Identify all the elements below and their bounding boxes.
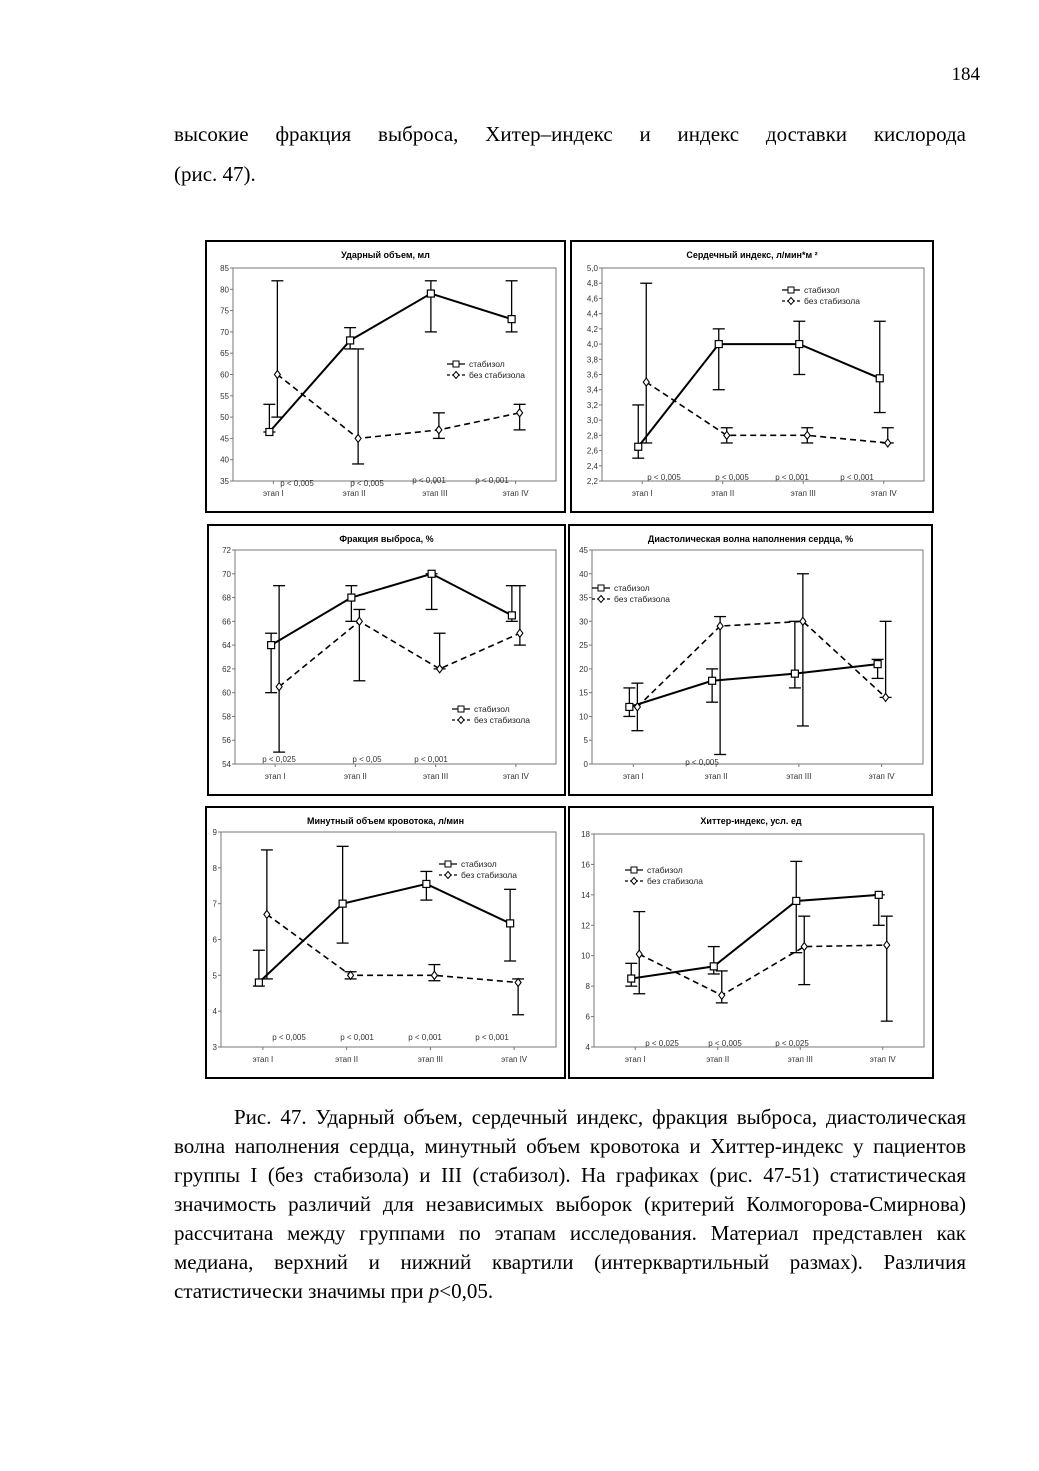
y-tick-label: 5 [212,971,217,981]
series-line-stab [631,895,879,979]
x-tick-label: этап IV [501,1055,528,1064]
point-stab [255,979,262,986]
point-nostab [643,378,649,386]
y-tick-label: 3,6 [586,370,598,380]
x-tick-label: этап II [706,1055,730,1064]
point-nostab [274,371,280,379]
point-stab [508,316,515,323]
y-tick-label: 18 [581,830,590,839]
point-nostab [436,426,442,434]
chart-panel-stroke-volume [205,240,566,513]
legend-label: без стабизола [647,876,703,886]
point-nostab [636,950,642,958]
legend-label: без стабизола [469,370,525,380]
point-stab [508,612,515,619]
y-tick-label: 20 [579,664,588,674]
y-tick-label: 8 [585,982,590,992]
p-value-label: p < 0,001 [840,473,874,482]
legend-marker-nostab [788,298,794,305]
intro-text-line1: высокие фракция выброса, Хитер–индекс и индекс доставки кислорода [174,122,966,146]
y-tick-label: 50 [220,413,229,423]
point-nostab [355,434,361,442]
chart-svg [207,242,564,511]
y-tick-label: 5 [583,736,588,746]
y-tick-label: 65 [220,349,229,359]
y-tick-label: 2,2 [586,477,598,486]
x-tick-label: этап III [787,1055,813,1064]
x-tick-label: этап I [623,772,644,781]
point-nostab [517,629,523,637]
y-tick-label: 25 [579,641,588,651]
legend-marker-stab [631,867,637,873]
p-value-label: p < 0,001 [414,755,448,764]
figure-caption [174,1103,966,1306]
x-tick-label: этап IV [870,489,897,498]
chart-panel-diastolic-wave [568,524,933,796]
page-number: 184 [951,64,980,85]
y-tick-label: 64 [222,641,231,651]
legend-marker-nostab [458,717,464,724]
chart-svg [207,808,564,1077]
p-value-label: p < 0,025 [775,1039,809,1048]
point-stab [791,670,798,677]
y-tick-label: 40 [220,455,229,465]
plot-area [594,834,924,1047]
point-stab [628,975,635,982]
legend-marker-stab [788,287,794,293]
y-tick-label: 56 [222,736,231,746]
legend-label: без стабизола [474,715,530,725]
chart-title: Диастолическая волна наполнения сердца, % [647,534,854,544]
point-stab [874,661,881,668]
legend-label: без стабизола [804,296,860,306]
series-line-nostab [277,375,519,439]
p-value-label: p < 0,025 [645,1039,679,1048]
p-value-label: p < 0,001 [475,1033,509,1042]
point-nostab [517,409,523,417]
point-stab [875,891,882,898]
y-tick-label: 4,0 [586,340,598,350]
x-tick-label: этап I [624,1055,646,1064]
y-tick-label: 70 [222,569,231,579]
y-tick-label: 0 [583,760,588,769]
y-tick-label: 60 [222,688,231,698]
y-tick-label: 68 [222,593,231,603]
point-stab [635,443,642,450]
point-nostab [724,431,730,439]
legend-marker-nostab [598,596,604,603]
y-tick-label: 45 [220,434,229,444]
point-stab [339,900,346,907]
p-value-label: p < 0,005 [350,479,384,488]
point-stab [428,570,435,577]
series-line-nostab [639,945,887,995]
p-value-label: p < 0,001 [412,476,446,485]
y-tick-label: 9 [212,828,217,837]
series-line-stab [629,664,877,707]
y-tick-label: 4,6 [586,294,598,304]
y-tick-label: 15 [579,688,588,698]
caption-p-letter: p [428,1279,440,1303]
y-tick-label: 4 [585,1043,590,1052]
point-stab [347,337,354,344]
p-value-label: p < 0,001 [475,476,509,485]
point-nostab [264,910,270,918]
p-value-label: p < 0,001 [775,473,809,482]
chart-title: Хиттер-индекс, усл. ед [700,816,802,826]
y-tick-label: 10 [579,712,588,722]
legend-marker-nostab [453,372,459,379]
point-nostab [348,971,354,979]
y-tick-label: 6 [585,1012,590,1022]
point-stab [709,677,716,684]
legend-marker-stab [445,861,451,867]
y-tick-label: 66 [222,617,231,627]
series-line-stab [638,344,880,447]
y-tick-label: 60 [220,370,229,380]
y-tick-label: 58 [222,712,231,722]
point-nostab [515,979,521,987]
legend-label: стабизол [469,359,505,369]
point-stab [423,880,430,887]
x-tick-label: этап IV [502,489,529,498]
legend-label: стабизол [614,583,650,593]
chart-svg [570,808,932,1077]
y-tick-label: 30 [579,617,588,627]
legend-marker-stab [453,361,459,367]
chart-svg [572,242,932,511]
x-tick-label: этап III [422,489,448,498]
y-tick-label: 4,4 [586,309,598,319]
y-tick-label: 6 [212,935,217,945]
series-line-stab [271,574,512,645]
plot-area [235,550,556,764]
x-tick-label: этап I [631,489,653,498]
p-value-label: p < 0,005 [685,758,719,767]
y-tick-label: 70 [220,327,229,337]
x-tick-label: этап I [263,489,284,498]
point-nostab [801,943,807,951]
point-stab [715,341,722,348]
y-tick-label: 85 [220,264,229,273]
x-tick-label: этап IV [868,772,895,781]
y-tick-label: 5,0 [586,264,598,273]
y-tick-label: 35 [220,477,229,486]
chart-panel-hitter-index [568,806,934,1079]
legend-label: без стабизола [461,870,517,880]
chart-svg [209,526,564,794]
point-stab [710,963,717,970]
point-stab [796,341,803,348]
x-tick-label: этап IV [869,1055,896,1064]
x-tick-label: этап I [264,772,286,781]
y-tick-label: 62 [222,664,231,674]
x-tick-label: этап III [790,489,816,498]
p-value-label: p < 0,05 [352,755,382,764]
legend-label: без стабизола [614,594,670,604]
intro-text-line2: (рис. 47). [174,162,256,186]
y-tick-label: 45 [579,546,588,555]
caption-p-value: <0,05. [439,1279,494,1303]
p-value-label: p < 0,005 [280,479,314,488]
caption-main: Рис. 47. Ударный объем, сердечный индекс, фракция выброса, диастолическая волна наполнения сердца, минутный объем кровотока и Хиттер-индекс у пациентов группы I (без стабизола) и III (стабизол). На графиках (рис. 47-51) статистическая значимость различий для независимых выборок (критерий Колмогорова-Смирнова) рассчитана между группами по этапам исследования. Материал представлен как медиана, верхний и нижний квартили (интерквартильный размах). Различия статистически значимы при [174,1105,966,1303]
y-tick-label: 10 [581,951,590,961]
series-line-nostab [267,914,518,982]
x-tick-label: этап II [343,772,367,781]
p-value-label: p < 0,005 [715,473,749,482]
chart-title: Ударный объем, мл [341,250,430,260]
legend-label: стабизол [474,704,510,714]
y-tick-label: 3,2 [586,400,598,410]
point-nostab [356,617,362,625]
point-stab [427,290,434,297]
y-tick-label: 3,0 [586,416,598,426]
point-stab [793,897,800,904]
y-tick-label: 12 [581,921,590,931]
chart-title: Фракция выброса, % [339,534,434,544]
y-tick-label: 8 [212,863,217,873]
y-tick-label: 14 [581,890,590,900]
x-tick-label: этап II [711,489,735,498]
point-nostab [437,665,443,673]
y-tick-label: 80 [220,285,229,295]
p-value-label: p < 0,025 [262,755,296,764]
y-tick-label: 3 [212,1043,217,1052]
x-tick-label: этап I [252,1055,274,1064]
point-stab [266,429,273,436]
legend-marker-stab [458,706,464,712]
series-line-stab [259,884,510,983]
point-nostab [885,439,891,447]
chart-title: Минутный объем кровотока, л/мин [306,816,465,826]
series-line-nostab [637,621,885,707]
x-tick-label: этап IV [502,772,529,781]
y-tick-label: 54 [222,760,231,769]
x-tick-label: этап III [786,772,812,781]
x-tick-label: этап III [423,772,449,781]
point-nostab [884,941,890,949]
y-tick-label: 35 [579,593,588,603]
y-tick-label: 2,4 [586,461,598,471]
y-tick-label: 75 [220,306,229,316]
y-tick-label: 4,8 [586,279,598,289]
p-value-label: p < 0,005 [708,1039,742,1048]
point-stab [507,920,514,927]
point-stab [626,703,633,710]
chart-panel-minute-volume [205,806,566,1079]
point-nostab [276,683,282,691]
legend-marker-nostab [445,872,451,879]
legend-label: стабизол [461,859,497,869]
chart-title: Сердечный индекс, л/мин*м ² [686,250,818,260]
series-line-nostab [279,621,520,686]
y-tick-label: 16 [581,860,590,870]
y-tick-label: 2,8 [586,431,598,441]
point-stab [348,594,355,601]
point-stab [268,642,275,649]
plot-area [221,832,556,1047]
y-tick-label: 40 [579,569,588,579]
y-tick-label: 72 [222,546,231,555]
point-nostab [804,431,810,439]
y-tick-label: 55 [220,391,229,401]
y-tick-label: 7 [212,899,217,909]
y-tick-label: 4,2 [586,324,598,334]
legend-marker-stab [598,585,604,591]
y-tick-label: 3,4 [586,385,598,395]
y-tick-label: 2,6 [586,446,598,456]
p-value-label: p < 0,001 [408,1033,442,1042]
p-value-label: p < 0,005 [272,1033,306,1042]
legend-label: стабизол [647,865,683,875]
y-tick-label: 3,8 [586,355,598,365]
p-value-label: p < 0,001 [340,1033,374,1042]
point-nostab [883,693,889,701]
y-tick-label: 4 [212,1007,217,1017]
x-tick-label: этап III [417,1055,443,1064]
chart-svg [570,526,931,794]
p-value-label: p < 0,005 [647,473,681,482]
x-tick-label: этап II [704,772,728,781]
legend-label: стабизол [804,285,840,295]
legend-marker-nostab [631,878,637,885]
point-nostab [431,971,437,979]
x-tick-label: этап II [342,489,366,498]
point-nostab [719,991,725,999]
point-stab [876,375,883,382]
chart-panel-cardiac-index [570,240,934,513]
chart-panel-ejection-fraction [207,524,566,796]
x-tick-label: этап II [335,1055,359,1064]
